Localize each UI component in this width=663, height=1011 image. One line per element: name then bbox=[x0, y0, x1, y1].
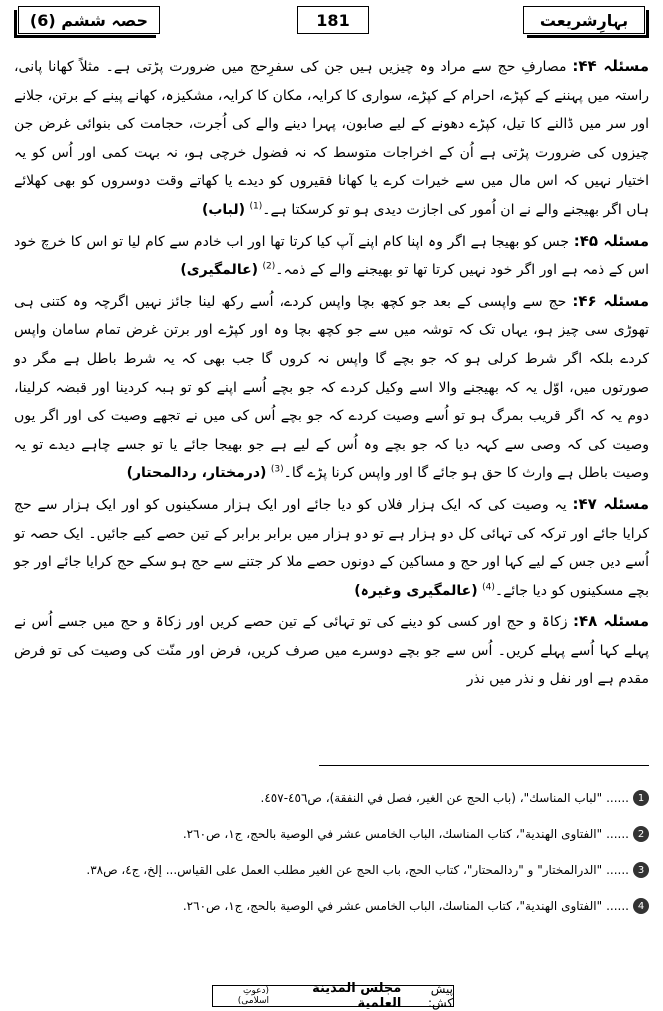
body-text bbox=[14, 52, 649, 696]
footnote-text: "لباب المناسك"، (باب الحج عن الغير، فصل في النفقة)، ص٤٥٦-٤٥٧. bbox=[260, 791, 603, 805]
masala-label: مسئلہ ۴۶: bbox=[572, 291, 650, 310]
footnote-item bbox=[14, 816, 649, 852]
footnote-text: "الدرالمختار" و "ردالمحتار"، كتاب الحج، باب الحج عن الغير مطلب العمل على القياس... إلخ، ج٤، ص٣٨. bbox=[86, 863, 603, 877]
masala-47 bbox=[14, 490, 649, 605]
footnote-text: "الفتاوى الهندية"، كتاب المناسك، الباب الخامس عشر في الوصية بالحج، ج١، ص٢٦٠. bbox=[182, 899, 603, 913]
footnote-item bbox=[14, 888, 649, 924]
footnote-number: 2 bbox=[633, 826, 649, 842]
footnote-dots: ...... bbox=[606, 791, 629, 805]
footnote-text: "الفتاوى الهندية"، كتاب المناسك، الباب الخامس عشر في الوصية بالحج، ج١، ص٢٦٠. bbox=[182, 827, 603, 841]
footnote-ref: (3) bbox=[270, 464, 284, 475]
footnote-ref: (1) bbox=[249, 201, 263, 212]
masala-45 bbox=[14, 227, 649, 285]
part-label: حصہ ششم (6) bbox=[18, 6, 160, 34]
masala-label: مسئلہ ۴۵: bbox=[573, 231, 650, 250]
footnote-number: 3 bbox=[633, 862, 649, 878]
footnote-divider bbox=[319, 765, 649, 766]
masala-text: حج سے واپسی کے بعد جو کچھ بچا واپس کردے، اُسے رکھ لینا جائز نہیں اگرچہ وہ کتنی ہی تھوڑی سی چیز ہو، یہاں تک کہ توشہ میں سے جو کچھ بچا وہ اور کپڑے اور برتن غرض تمام سامان واپس کردے بلکہ اگر شرط کرلی ہو کہ جو بچے گا واپس نہ کروں گا جب بھی کہ یہ شرط باطل ہے مگر دو صورتوں میں، اوّل یہ کہ بھیجنے والا اسے وکیل کردے کہ جو بچے اُسے اپنے کو تو ہبہ کردینا اور قبضہ کرلینا، دوم یہ کہ اگر قریب بمرگ ہو تو اُسے وصیت کردے کہ جو بچے اُس کی میں نے تجھے وصیت کی اور اگر یوں وصیت کی کہ وصی سے کہہ دیا کہ جو بچے وہ اُس کے لیے ہے جو بھیجا جائے یا تو جسے چاہے دیدے تو یہ وصیت باطل ہے وارث کا حق ہو جائے گا اور واپس کرنا پڑے گا۔ bbox=[14, 293, 649, 482]
footnote-dots: ...... bbox=[606, 863, 629, 877]
masala-label: مسئلہ ۴۷: bbox=[572, 494, 650, 513]
masala-text: یہ وصیت کی کہ ایک ہزار فلاں کو دیا جائے اور ایک ہزار مسکینوں کو اور ایک ہزار سے حج کرایا جائے اور ترکہ کی تہائی کل دو ہزار ہے تو دو ہزار میں برابر برابر کے تین حصے کیے جائیں۔ ایک حصہ تو اُسے دیں جس کے لیے کہا اور حج و مساکین کے دونوں حصے ملا کر جتنے سے حج ہو سکے حج کرایا جائے اور جو بچے مسکینوں کو دیا جائے۔ bbox=[14, 496, 649, 599]
source-ref: (عالمگیری وغیرہ) bbox=[354, 582, 478, 599]
footnote-number: 4 bbox=[633, 898, 649, 914]
footer-prefix: پیش کش: bbox=[427, 982, 453, 1010]
footnote-ref: (2) bbox=[262, 261, 276, 272]
footnote-ref: (4) bbox=[482, 582, 495, 593]
masala-text: جس کو بھیجا ہے اگر وہ اپنا کام اپنے آپ کیا کرتا تھا اور اب خادم سے کام لیا تو اس کا خرچ خود اس کے ذمہ ہے اور اگر خود نہیں کرتا تھا تو بھیجنے والے کے ذمہ۔ bbox=[14, 233, 649, 279]
footnote-dots: ...... bbox=[606, 827, 629, 841]
publisher-footer bbox=[212, 981, 454, 1011]
page-header bbox=[18, 6, 645, 36]
masala-46 bbox=[14, 287, 649, 488]
masala-label: مسئلہ ۴۸: bbox=[572, 612, 650, 631]
publisher-name: مجلس المدينة العلمية bbox=[312, 981, 402, 1011]
masala-text: مصارفِ حج سے مراد وہ چیزیں ہیں جن کی سفرِحج میں ضرورت پڑتی ہے۔ مثلاً کھانا پانی، راستہ میں پہننے کے کپڑے، احرام کے کپڑے، سواری کا کرایہ، مکان کا کرایہ، مشکیزہ، کھانے پینے کے برتن، جلانے اور سر میں ڈالنے کا تیل، کپڑے دھونے کے لیے صابون، پہرا دینے والے کی اُجرت، حجامت کی بنوائی غرض جن چیزوں کی ضرورت پڑتی ہے اُن کے اخراجات متوسط کہ نہ فضول خرچی ہو، نہ بہت کمی اور اُس کو یہ اختیار نہیں کہ اس مال میں سے خیرات کرے یا کھانا فقیروں کو دیدے یا کھاتے وقت دوسروں کو بھی کھلائے ہاں اگر بھیجنے والے نے ان اُمور کی اجازت دیدی ہو تو کرسکتا ہے۔ bbox=[14, 59, 649, 218]
footnote-dots: ...... bbox=[606, 899, 629, 913]
masala-text: زکاۃ و حج اور کسی کو دینے کی تو تہائی کے تین حصے کریں اور زکاۃ و حج میں جسے اُس نے پہلے کہا اُسے پہلے کریں۔ اُس سے جو بچے دوسرے میں صرف کریں، فرض اور منّت کی وصیت کی تو فرض مقدم ہے اور نفل و نذر میں نذر bbox=[14, 614, 649, 688]
source-ref: (درمختار، ردالمحتار) bbox=[126, 465, 267, 482]
masala-label: مسئلہ ۴۴: bbox=[572, 57, 650, 75]
footnote-item bbox=[14, 780, 649, 816]
masala-48 bbox=[14, 607, 649, 694]
book-title: بہارِشریعت bbox=[523, 6, 645, 34]
footnotes bbox=[14, 780, 649, 924]
page-number: 181 bbox=[297, 6, 369, 34]
masala-44 bbox=[14, 52, 649, 225]
publisher-subtitle: (دعوتِ اسلامی) bbox=[237, 986, 270, 1006]
footnote-item bbox=[14, 852, 649, 888]
source-ref: (عالمگیری) bbox=[180, 262, 259, 279]
source-ref: (لباب) bbox=[201, 201, 246, 218]
footnote-number: 1 bbox=[633, 790, 649, 806]
